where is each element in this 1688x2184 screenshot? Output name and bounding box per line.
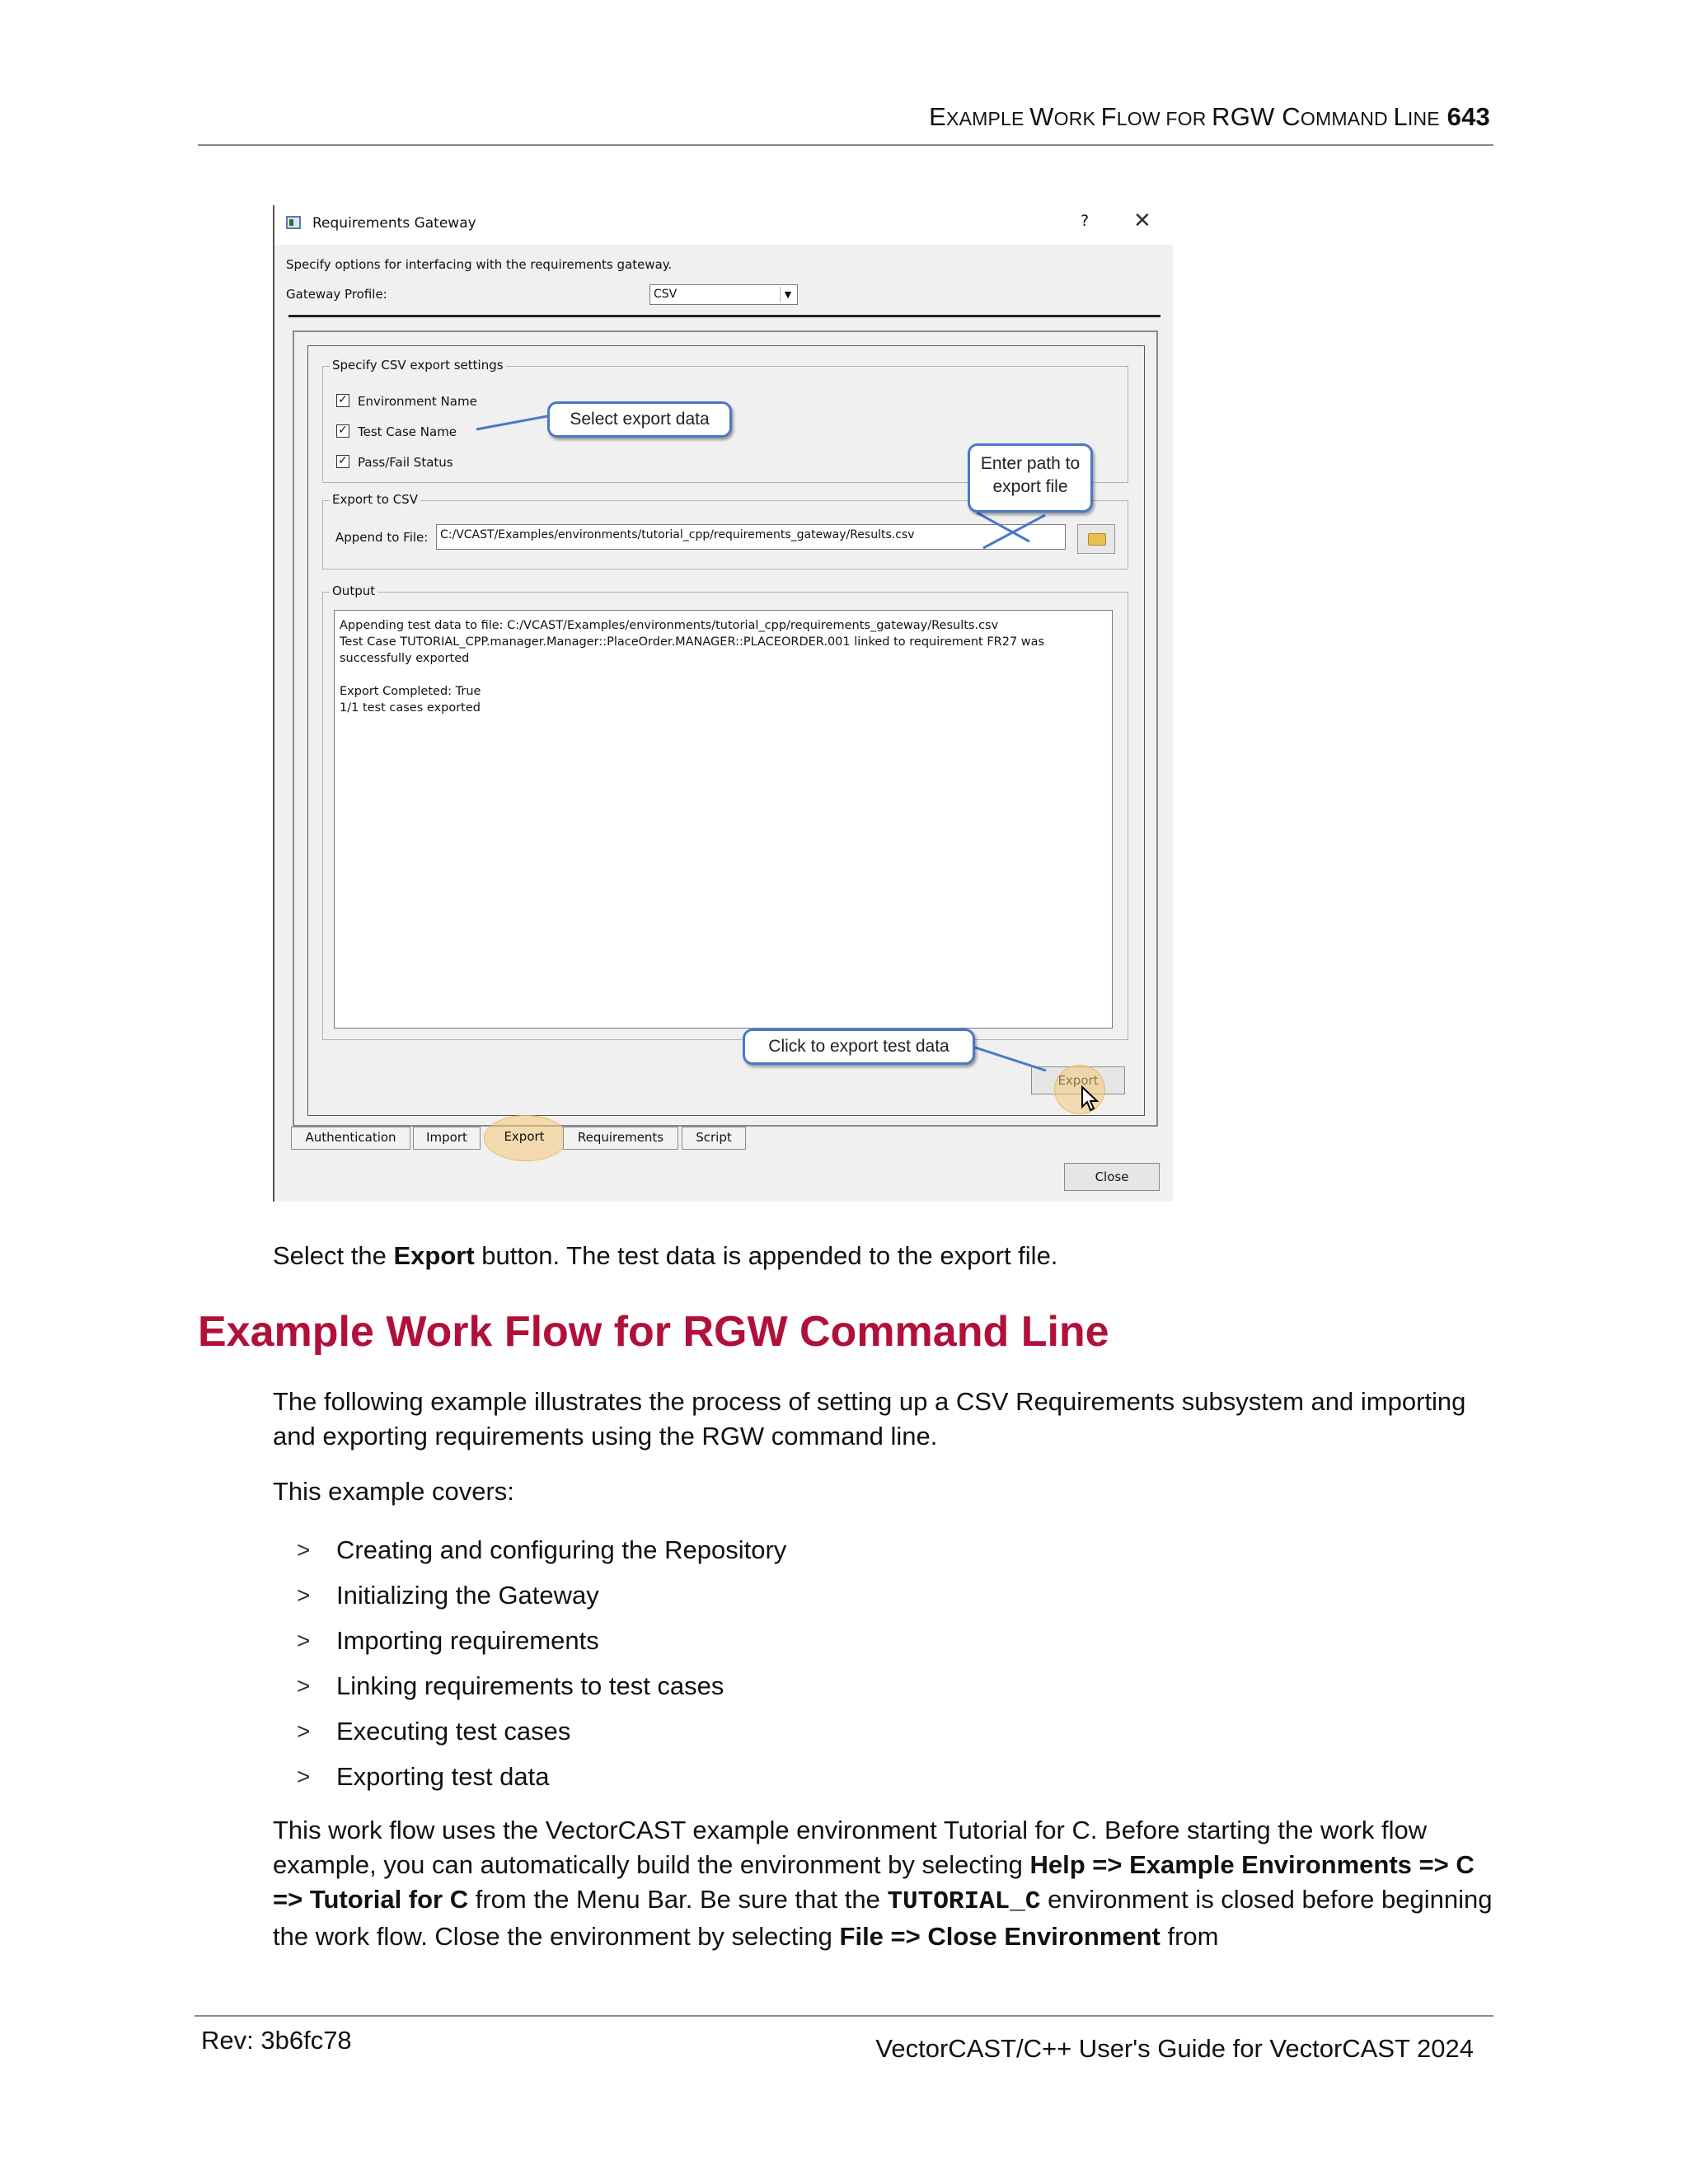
chevron-down-icon[interactable]: ▼ <box>780 287 795 302</box>
list-item-text: Exporting test data <box>336 1762 550 1791</box>
text-run: environment is closed before beginning the work flow. Close the environment by selecting <box>273 1885 1493 1951</box>
bullet-list <box>297 1533 786 1805</box>
bold-text: File => Close Environment <box>839 1922 1160 1951</box>
checkbox-label: Environment Name <box>358 394 477 409</box>
section-heading: Example Work Flow for RGW Command Line <box>198 1308 1109 1356</box>
tab-script[interactable]: Script <box>682 1127 746 1150</box>
checkbox-label: Pass/Fail Status <box>358 455 453 470</box>
list-item-text: Initializing the Gateway <box>336 1581 599 1610</box>
output-line: Appending test data to file: C:/VCAST/Examples/environments/tutorial_cpp/requirements_gateway/Results.csv <box>340 619 999 632</box>
callout-line: export file <box>992 477 1068 496</box>
header-rule <box>198 144 1493 146</box>
checkbox-environment-name[interactable]: ✓ <box>336 394 349 407</box>
append-to-file-label: Append to File: <box>335 530 429 545</box>
footer-revision: Rev: 3b6fc78 <box>201 2026 352 2055</box>
bullet-marker: > <box>297 1628 311 1653</box>
text-run: from <box>1160 1922 1219 1951</box>
header-title-segment: LOW FOR <box>1116 108 1212 129</box>
callout-connectors <box>274 205 1173 1202</box>
checkbox-test-case-name[interactable]: ✓ <box>336 424 349 438</box>
bullet-marker: > <box>297 1537 311 1563</box>
close-icon[interactable]: ✕ <box>1133 209 1151 233</box>
header-title-segment: OMMAND <box>1300 108 1394 129</box>
export-to-csv-title: Export to CSV <box>330 492 420 507</box>
header-title-segment: E <box>929 102 947 131</box>
tab-requirements[interactable]: Requirements <box>563 1127 678 1150</box>
paragraph: The following example illustrates the process of setting up a CSV Requirements subsystem and importing and exporting requirements using the RGW command line. <box>273 1387 1466 1451</box>
bold-text: Help => Example Environments => C => Tutorial for C <box>273 1850 1475 1914</box>
callout-select-export: Select export data <box>547 401 732 438</box>
gateway-profile-label: Gateway Profile: <box>286 287 387 302</box>
tab-import[interactable]: Import <box>413 1127 481 1150</box>
header-title-segment: W <box>1029 102 1054 131</box>
list-item-text: Importing requirements <box>336 1626 599 1655</box>
output-line: successfully exported <box>340 652 470 665</box>
help-button[interactable]: ? <box>1081 212 1090 230</box>
text-run: from the Menu Bar. Be sure that the <box>468 1885 888 1914</box>
paragraph: This example covers: <box>273 1477 514 1506</box>
bullet-marker: > <box>297 1673 311 1699</box>
footer-rule <box>195 2015 1493 2017</box>
header-title-segment: ORK <box>1053 108 1101 129</box>
export-settings-title: Specify CSV export settings <box>330 358 506 373</box>
text-run: button. The test data is appended to the export file. <box>474 1241 1058 1270</box>
output-line: Export Completed: True <box>340 685 481 698</box>
window-title: Requirements Gateway <box>312 215 476 232</box>
checkbox-pass-fail-status[interactable]: ✓ <box>336 455 349 468</box>
output-line: 1/1 test cases exported <box>340 701 481 715</box>
running-header <box>929 102 1490 132</box>
bullet-marker: > <box>297 1718 311 1744</box>
list-item-text: Creating and configuring the Repository <box>336 1535 787 1564</box>
list-item <box>297 1714 786 1760</box>
instructions-text: Specify options for interfacing with the requirements gateway. <box>286 257 673 272</box>
page-number: 643 <box>1439 102 1490 131</box>
list-item-text: Linking requirements to test cases <box>336 1671 724 1700</box>
bullet-marker: > <box>297 1764 311 1789</box>
text-run: Select the <box>273 1241 394 1270</box>
checkbox-label: Test Case Name <box>358 424 457 439</box>
header-title-segment: F <box>1100 102 1117 131</box>
header-title-segment: XAMPLE <box>946 108 1030 129</box>
bold-text: Export <box>393 1241 475 1270</box>
list-item <box>297 1760 786 1805</box>
list-item-text: Executing test cases <box>336 1717 571 1746</box>
output-title: Output <box>330 583 377 598</box>
callout-line: Enter path to <box>980 454 1081 473</box>
list-item <box>297 1669 786 1714</box>
bullet-marker: > <box>297 1582 311 1608</box>
gateway-profile-value: CSV <box>654 288 678 301</box>
header-title-segment: INE <box>1407 108 1440 129</box>
list-item <box>297 1533 786 1578</box>
close-button[interactable]: Close <box>1064 1163 1160 1191</box>
paragraph <box>273 1813 1493 1954</box>
intro-paragraph <box>273 1239 1493 1273</box>
tab-export[interactable]: Export <box>504 1129 545 1144</box>
list-item <box>297 1624 786 1669</box>
header-title-segment: L <box>1393 102 1408 131</box>
requirements-gateway-dialog <box>273 205 1173 1202</box>
header-title-segment: RGW C <box>1212 102 1301 131</box>
callout-click-export: Click to export test data <box>743 1029 975 1065</box>
list-item <box>297 1578 786 1624</box>
output-line: Test Case TUTORIAL_CPP.manager.Manager::PlaceOrder.MANAGER::PLACEORDER.001 linked to requirement FR27 was <box>340 635 1045 649</box>
text-run: This work flow uses the VectorCAST example environment Tutorial for C. Before starting the work flow example, you can automatically build the environment by selecting <box>273 1816 1428 1879</box>
code-text: TUTORIAL_C <box>887 1887 1041 1916</box>
callout-enter-path <box>968 443 1093 513</box>
tab-authentication[interactable]: Authentication <box>291 1127 410 1150</box>
footer-guide-title: VectorCAST/C++ User's Guide for VectorCAST 2024 <box>875 2034 1474 2063</box>
append-to-file-input[interactable]: C:/VCAST/Examples/environments/tutorial_cpp/requirements_gateway/Results.csv <box>436 524 1066 550</box>
